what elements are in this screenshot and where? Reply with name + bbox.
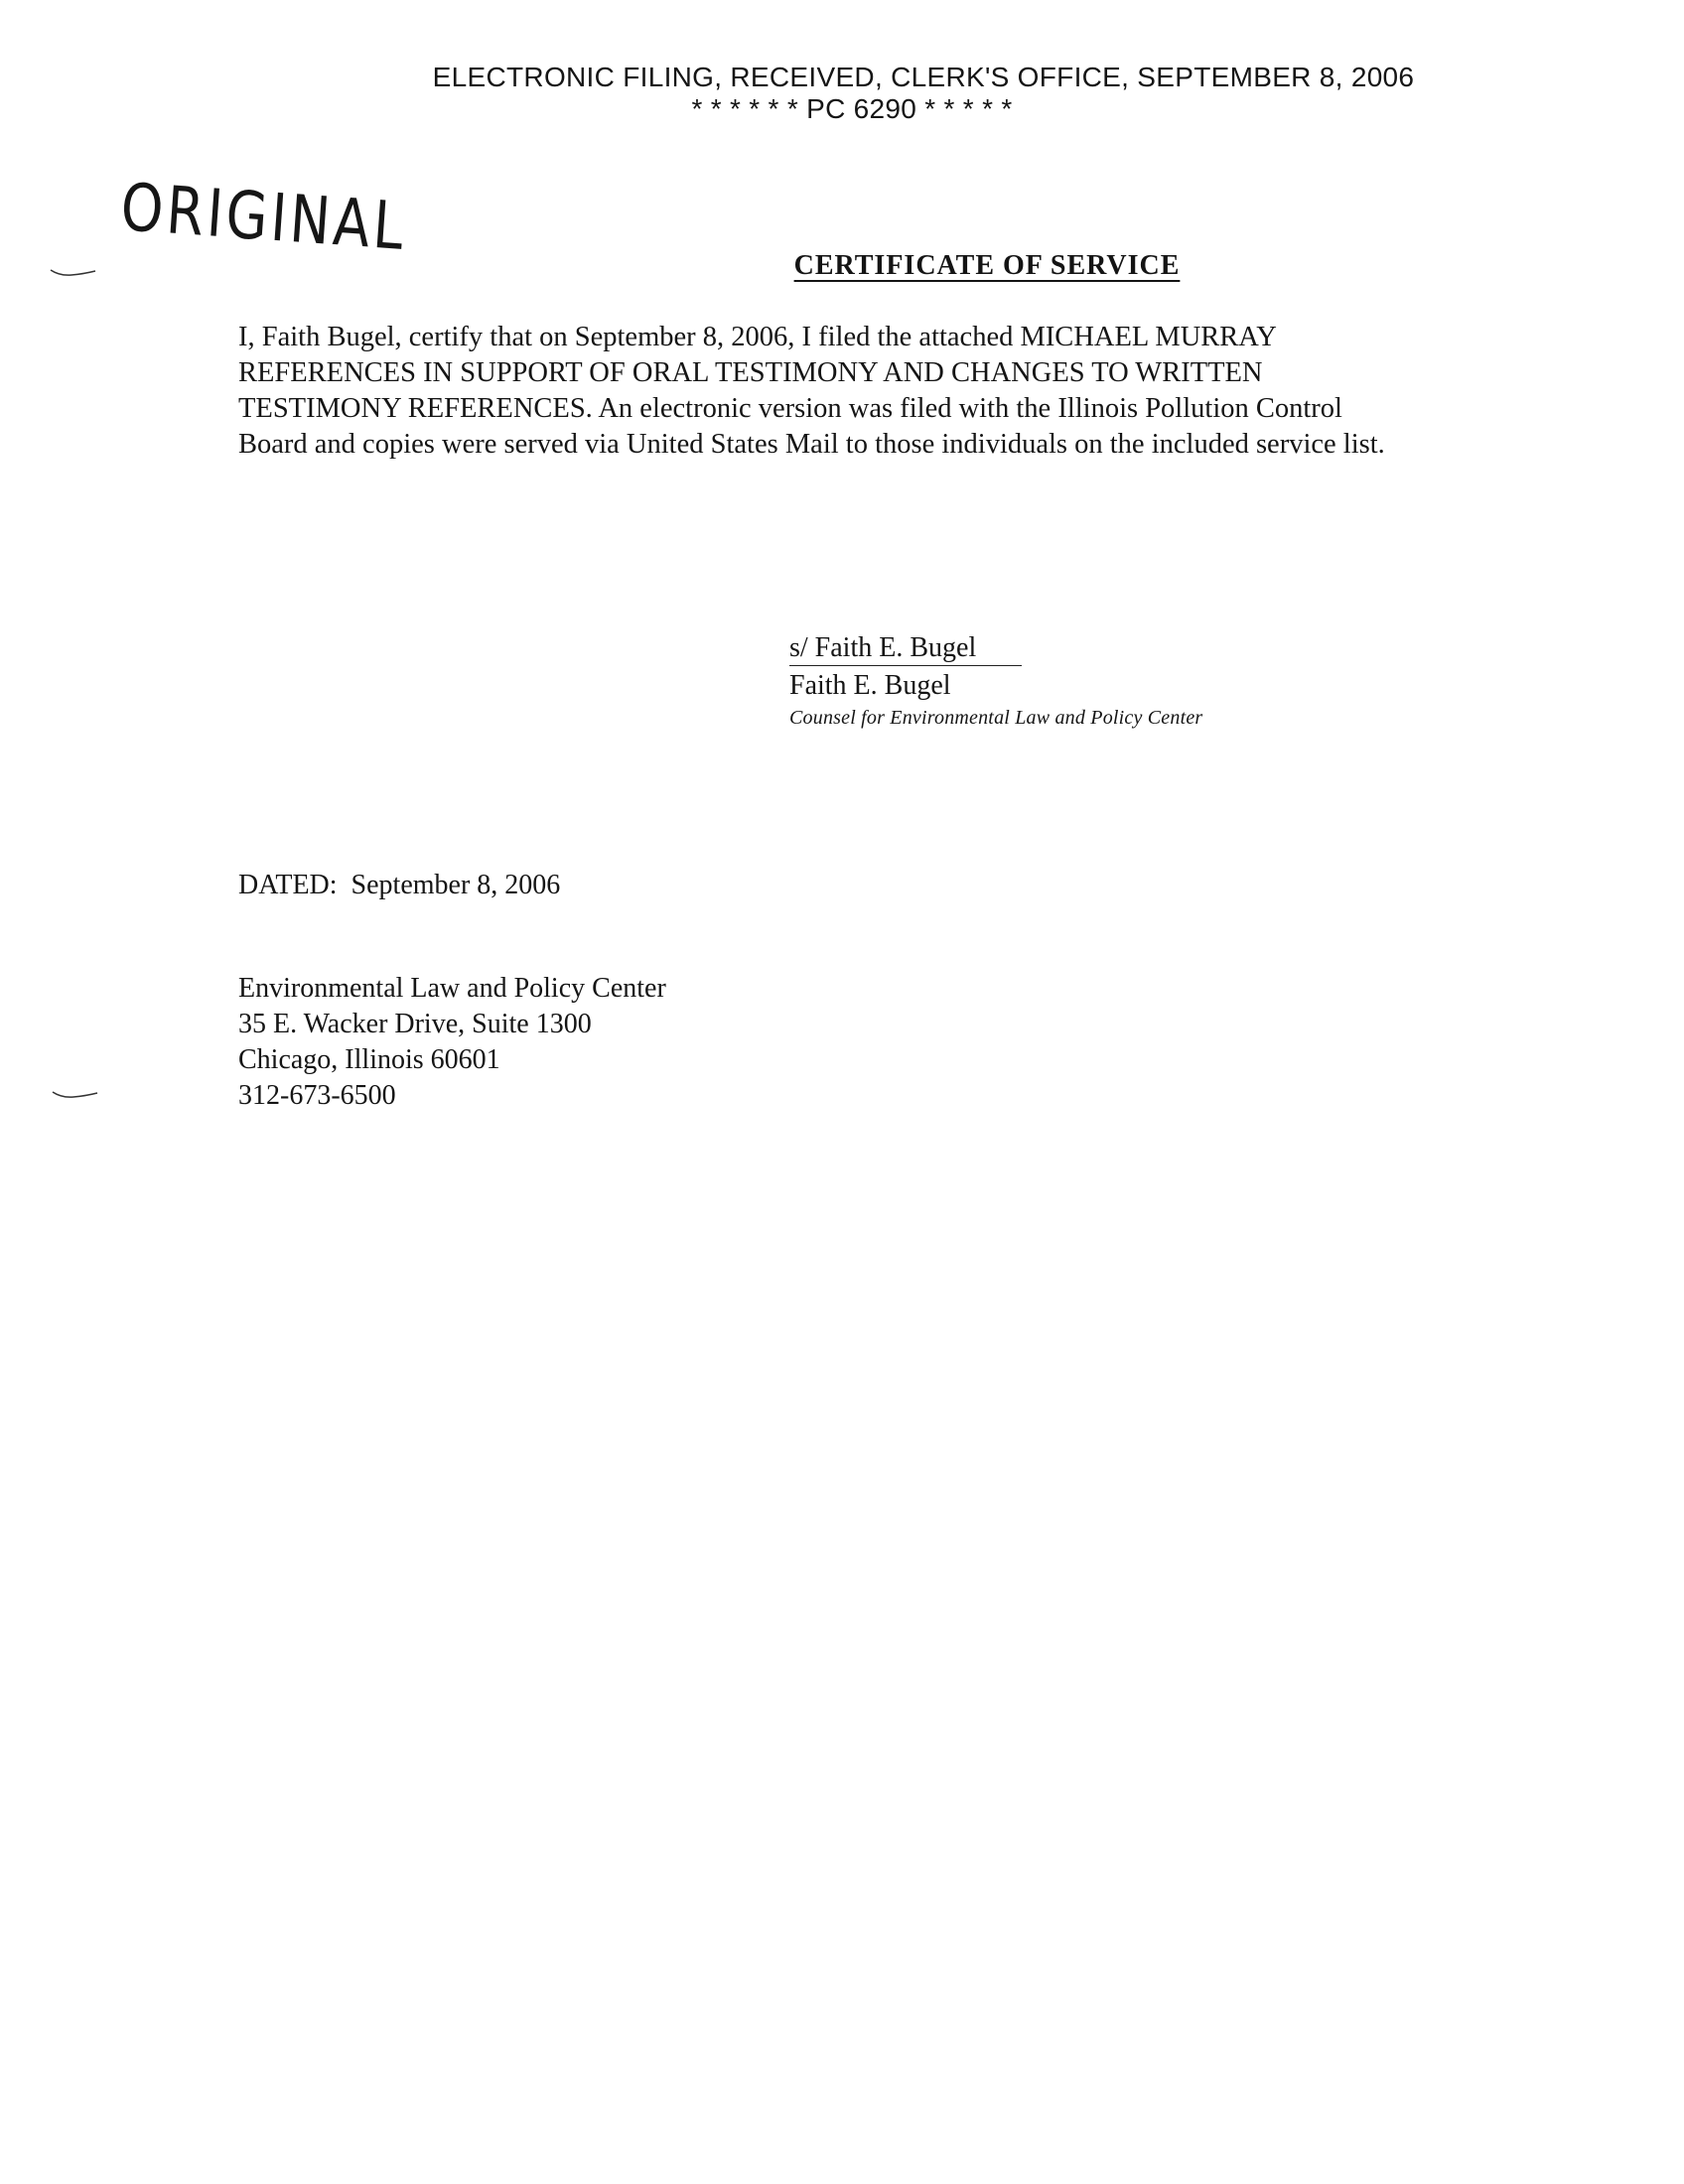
- document-title-text: CERTIFICATE OF SERVICE: [793, 250, 1181, 281]
- phone-number: 312-673-6500: [238, 1080, 396, 1111]
- address-block: [238, 971, 666, 1114]
- city-state-zip: Chicago, Illinois 60601: [238, 1044, 500, 1075]
- filing-header-line: ELECTRONIC FILING, RECEIVED, CLERK'S OFFICE, SEPTEMBER 8, 2006: [432, 62, 1415, 92]
- electronic-signature: s/ Faith E. Bugel: [789, 631, 1022, 666]
- certificate-body: I, Faith Bugel, certify that on September 8, 2006, I filed the attached MICHAEL MURRAY REFERENCES IN SUPPORT OF ORAL TESTIMONY AND CHANGES TO WRITTEN TESTIMONY REFERENCES. An electronic version was filed with the Illinois Pollution Control Board and copies were served via United States Mail to those individuals on the included service list.: [238, 322, 1385, 460]
- dated-line: [238, 870, 560, 901]
- organization-name: Environmental Law and Policy Center: [238, 973, 666, 1004]
- dated-value: September 8, 2006: [351, 870, 561, 900]
- filing-header-number: * * * * * * PC 6290 * * * * *: [691, 93, 1013, 124]
- signer-role: Counsel for Environmental Law and Policy Center: [789, 707, 1203, 729]
- scan-mark-icon: [52, 1090, 99, 1100]
- street-address: 35 E. Wacker Drive, Suite 1300: [238, 1009, 592, 1039]
- dated-label: DATED:: [238, 870, 338, 900]
- document-title: [0, 250, 1684, 282]
- signer-name: Faith E. Bugel: [789, 670, 951, 701]
- filing-header: [0, 62, 1684, 125]
- signature-block: [789, 631, 1202, 732]
- original-stamp: ORIGINAL: [118, 169, 409, 265]
